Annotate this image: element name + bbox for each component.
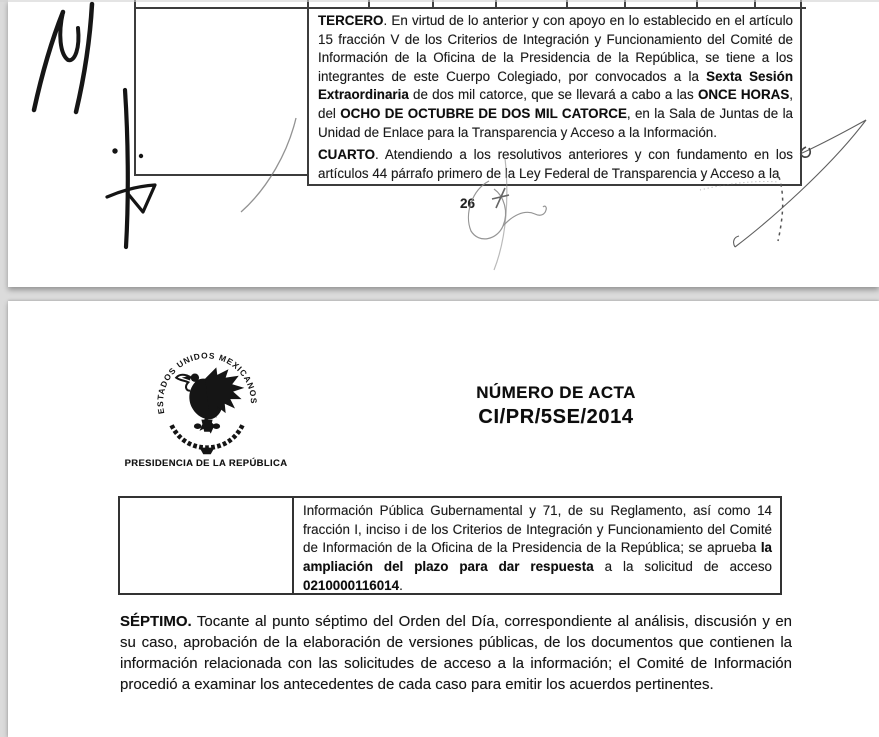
paragraph-tercero: TERCERO. En virtud de lo anterior y con apoyo en lo establecido en el artículo 15 fracción V de los Criterios de Integración y Funcionamiento del Comité de Información de la Oficina de la Presidencia de la República, se tiene a los integrantes de este Cuerpo Colegiado, por convocados a la Sexta Sesión Extraordinaria de dos mil catorce, que se llevará a cabo a las ONCE HORAS, del OCHO DE OCTUBRE DE DOS MIL CATORCE, en la Sala de Juntas de la Unidad de Enlace para la Transparencia y Acceso a la Información.	[318, 13, 794, 140]
seal-caption: PRESIDENCIA DE LA REPÚBLICA	[124, 458, 288, 469]
mexican-coat-of-arms-icon	[151, 345, 263, 457]
approval-table	[118, 496, 782, 595]
paragraph-septimo: SÉPTIMO. Tocante al punto séptimo del Orden del Día, correspondiente al análisis, discusión y en su caso, aprobación de la elaboración de versiones públicas, de los documentos que contienen la información relacionada con las solicitudes de acceso a la información; el Comité de Información procedió a examinar los antecedentes de cada caso para emitir los acuerdos pertinentes.	[120, 613, 792, 693]
acta-label: NÚMERO DE ACTA	[476, 383, 636, 402]
acta-header	[425, 383, 687, 429]
approval-text-cell: Información Pública Gubernamental y 71, de su Reglamento, así como 14 fracción I, inciso i de los Criterios de Integración y Funcionamiento del Comité de Información de la Oficina de la Presidencia de la República; se aprueba la ampliación del plazo para dar respuesta a la solicitud de acceso 0210000116014.	[303, 503, 772, 593]
table-left-cell-empty	[134, 0, 307, 176]
page-number: 26	[460, 196, 476, 211]
resolutions-text-cell	[307, 0, 802, 186]
ribbon-icon	[200, 448, 215, 455]
scanned-page-top	[8, 0, 879, 287]
seal-arc-text: ESTADOS UNIDOS MEXICANOS	[155, 350, 259, 415]
paragraph-cuarto: CUARTO. Atendiendo a los resolutivos anteriores y con fundamento en los artículos 44 párrafo primero de la Ley Federal de Transparencia y Acceso a la	[318, 147, 793, 181]
viewport-top-edge	[0, 0, 879, 2]
acta-number: CI/PR/5SE/2014	[478, 406, 634, 428]
scanned-page-bottom	[8, 301, 879, 737]
table-left-cell-empty	[120, 498, 294, 593]
signature-strokes-icon	[34, 4, 92, 112]
